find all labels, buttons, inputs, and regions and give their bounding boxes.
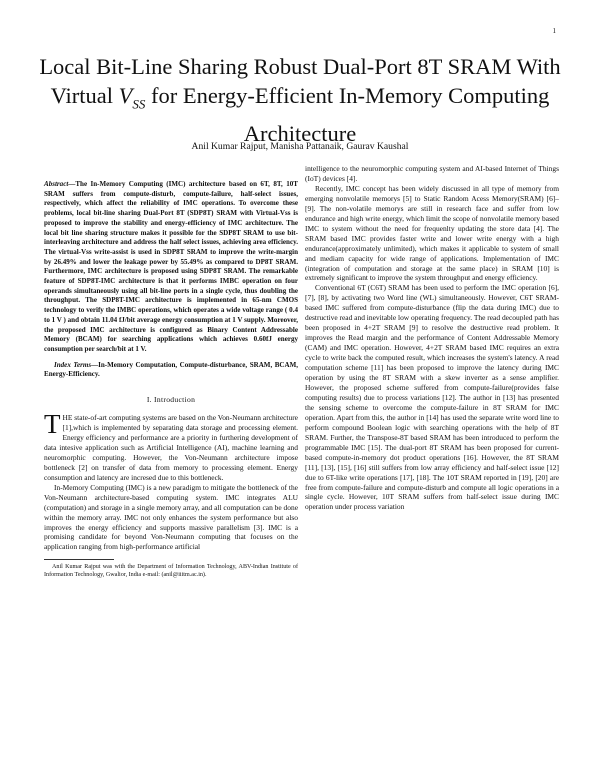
title-part1: Local Bit-Line Sharing Robust Dual-Port 8T SRAM With Virtual — [39, 54, 561, 108]
abstract-label: Abstract — [44, 180, 69, 188]
right-paragraph-2: Recently, IMC concept has been widely discussed in all type of memory from emerging nonvolatile memorys [5] to Static Random Acess Memory(SRAM) [6]–[9]. The non-volatile memorys are still in research face and suffer from low endurance and high write energy, which limit the scope of nonvolatile memory based IMC to system without the need for frequenlty updating the store data [4]. The SRAM based IMC provides faster write and lower write energy with a high endurance(approximately unlimited), which makes it applicable to system of small and mediam capacity for wide range of applications. Implementation of IMC (integration of computation and storage at the same place) in SRAM [10] is extremely significant to improve the system throughput and energy efficiency. — [305, 183, 559, 283]
paper-title — [20, 52, 580, 148]
title-part2: for Energy-Efficient In-Memory Computing Architecture — [145, 83, 550, 146]
title-vss-symbol: $V_{SS}$ — [118, 83, 146, 112]
right-paragraph-3: Conventional 6T (C6T) SRAM has been used to perform the IMC operation [6], [7], [8], by activating two Word line (WL) simultaneously. However, C6T SRAM-based IMC suffered from compute-disturbance (flip the data during IMC) due to destructive read and inevitable low operating frequency. The read decoupled path has been proposed in 4+2T SRAM [9] to resolve the destructive read problem. It improves the Read margin and the performance of Content Addressable Memory (CAM) and IMC operation. However, 4+2T SRAM based IMC requires an extra cycle to write back the computed result, which increases the system's latency. A read computation scheme [11] has been proposed to improve the latency during IMC operation by using the 8T SRAM with a skew inverter as a sense amplifier. However, the proposed scheme suffered from compute-failure(provides false computing results) due to process variations [12]. The author in [13] has presented the sensing scheme to overcome the compute-failure in 8T SRAM for IMC operation. Apart from this, the author in [14] has used the separate write word line to perform compound Boolean logic with searching operations with the help of 8T SRAM. Further, the Transpose-8T based SRAM has been introduced to perform the programmable IMC [15]. The dual-port 8T SRAM has been proposed for current-based compute-in-memory dot product operations [16]. However, the 8T SRAM [11], [13], [15], [16] still suffers from low array efficiency and half-select issue [12] due to 6T-like write operations [17], [18]. The 10T SRAM reported in [19], [20] are free from compute-failure and compute-disturb and compute all logic operations in a single cycle. However, 10T SRAM suffers from half-select issue during IMC operation under process variation — [305, 283, 559, 512]
index-terms — [44, 361, 298, 380]
index-terms-text: —In-Memory Computation, Compute-disturbance, SRAM, BCAM, Energy-Efficiency. — [44, 360, 298, 379]
abstract — [44, 180, 298, 355]
abstract-text: —The In-Memory Computing (IMC) architecture based on 6T, 8T, 10T SRAM suffers from compute-disturb, compute-failure, half-select issues, respectively, which affect the reliability of IMC operations. To overcome these problems, local bit-line sharing Dual-Port 8T (SDP8T) SRAM with Virtual-Vss is proposed to improve the stability and energy-efficiency of IMC architecture. The local bit line sharing structure makes it possible for the SDP8T SRAM to use bit-interleaving architecture and address the half select issues, achieving area efficiency. The virtual-Vss write-assist is used in SDP8T SRAM to improve the write-margin by 26.49% and lower the leakage power by 55.49% as compared to DP8T SRAM. Furthermore, IMC architecture is proposed using SDP8T SRAM. The remarkable feature of SDP8T-IMC architecture is that it performs IMBC operation on four operands simultaneously using all bit-line ports in a single cycle, thus doubling the throughput. The SDP8T-IMC architecture is implemented in 65-nm CMOS technology to verify the IMBC operations, which operates a wide voltage range ( 0.4 to 1 V ) and obtain 11.04 fJ/bit average energy consumption at 1 V supply. Moreover, the proposed IMC architecture is configured as Binary Content Addressable Memory (BCAM) for searching applications which achieves 0.60fJ energy consumption per search/bit at 1 V. — [44, 180, 298, 353]
section-heading-introduction: I. Introduction — [146, 395, 196, 405]
page-number: 1 — [552, 27, 556, 35]
intro-paragraph-2: In-Memory Computing (IMC) is a new paradigm to mitigate the bottleneck of the Von-Neumann architecture-based computing system. IMC integrates ALU (computation) and storage in a single memory array, and all computation can be done within the memory array. IMC not only enhances the system performance but also improves the energy efficiency and supports massive parallelism [3]. IMC is a promising candidate for beyond Von-Neumann computing that focuses on the application ranging from high-performance artificial — [44, 482, 298, 552]
right-paragraph-1: intelligence to the neuromorphic computing system and AI-based Internet of Things (IoT) devices [4]. — [305, 164, 559, 183]
intro-paragraph-1: THE state-of-art computing systems are based on the Von-Neumann architecture [1],which is implemented by separating data storage and processing element. Energy efficiency and performance are a priority in furthering development of data intesive application such as Artificial Intelligence (AI), machine learning and neuromorphic computing. However, the Von-Neumann architecture impose bottleneck [2] on transfer of data from memory to processing element. Energy consumption and latency are incresed due to this bottleneck. — [44, 409, 298, 482]
left-column — [44, 163, 298, 579]
author-footnote: Anil Kumar Rajput was with the Department of Information Technology, ABV-Indian Institute of Information Technology, Gwalior, India e-mail: (anil@iiitm.ac.in). — [44, 564, 298, 579]
footnote-divider — [44, 559, 114, 560]
right-column — [305, 164, 559, 512]
author-list: Anil Kumar Rajput, Manisha Pattanaik, Gaurav Kaushal — [191, 141, 409, 152]
drop-cap: T — [44, 409, 61, 440]
index-terms-label: Index Terms — [54, 360, 92, 369]
